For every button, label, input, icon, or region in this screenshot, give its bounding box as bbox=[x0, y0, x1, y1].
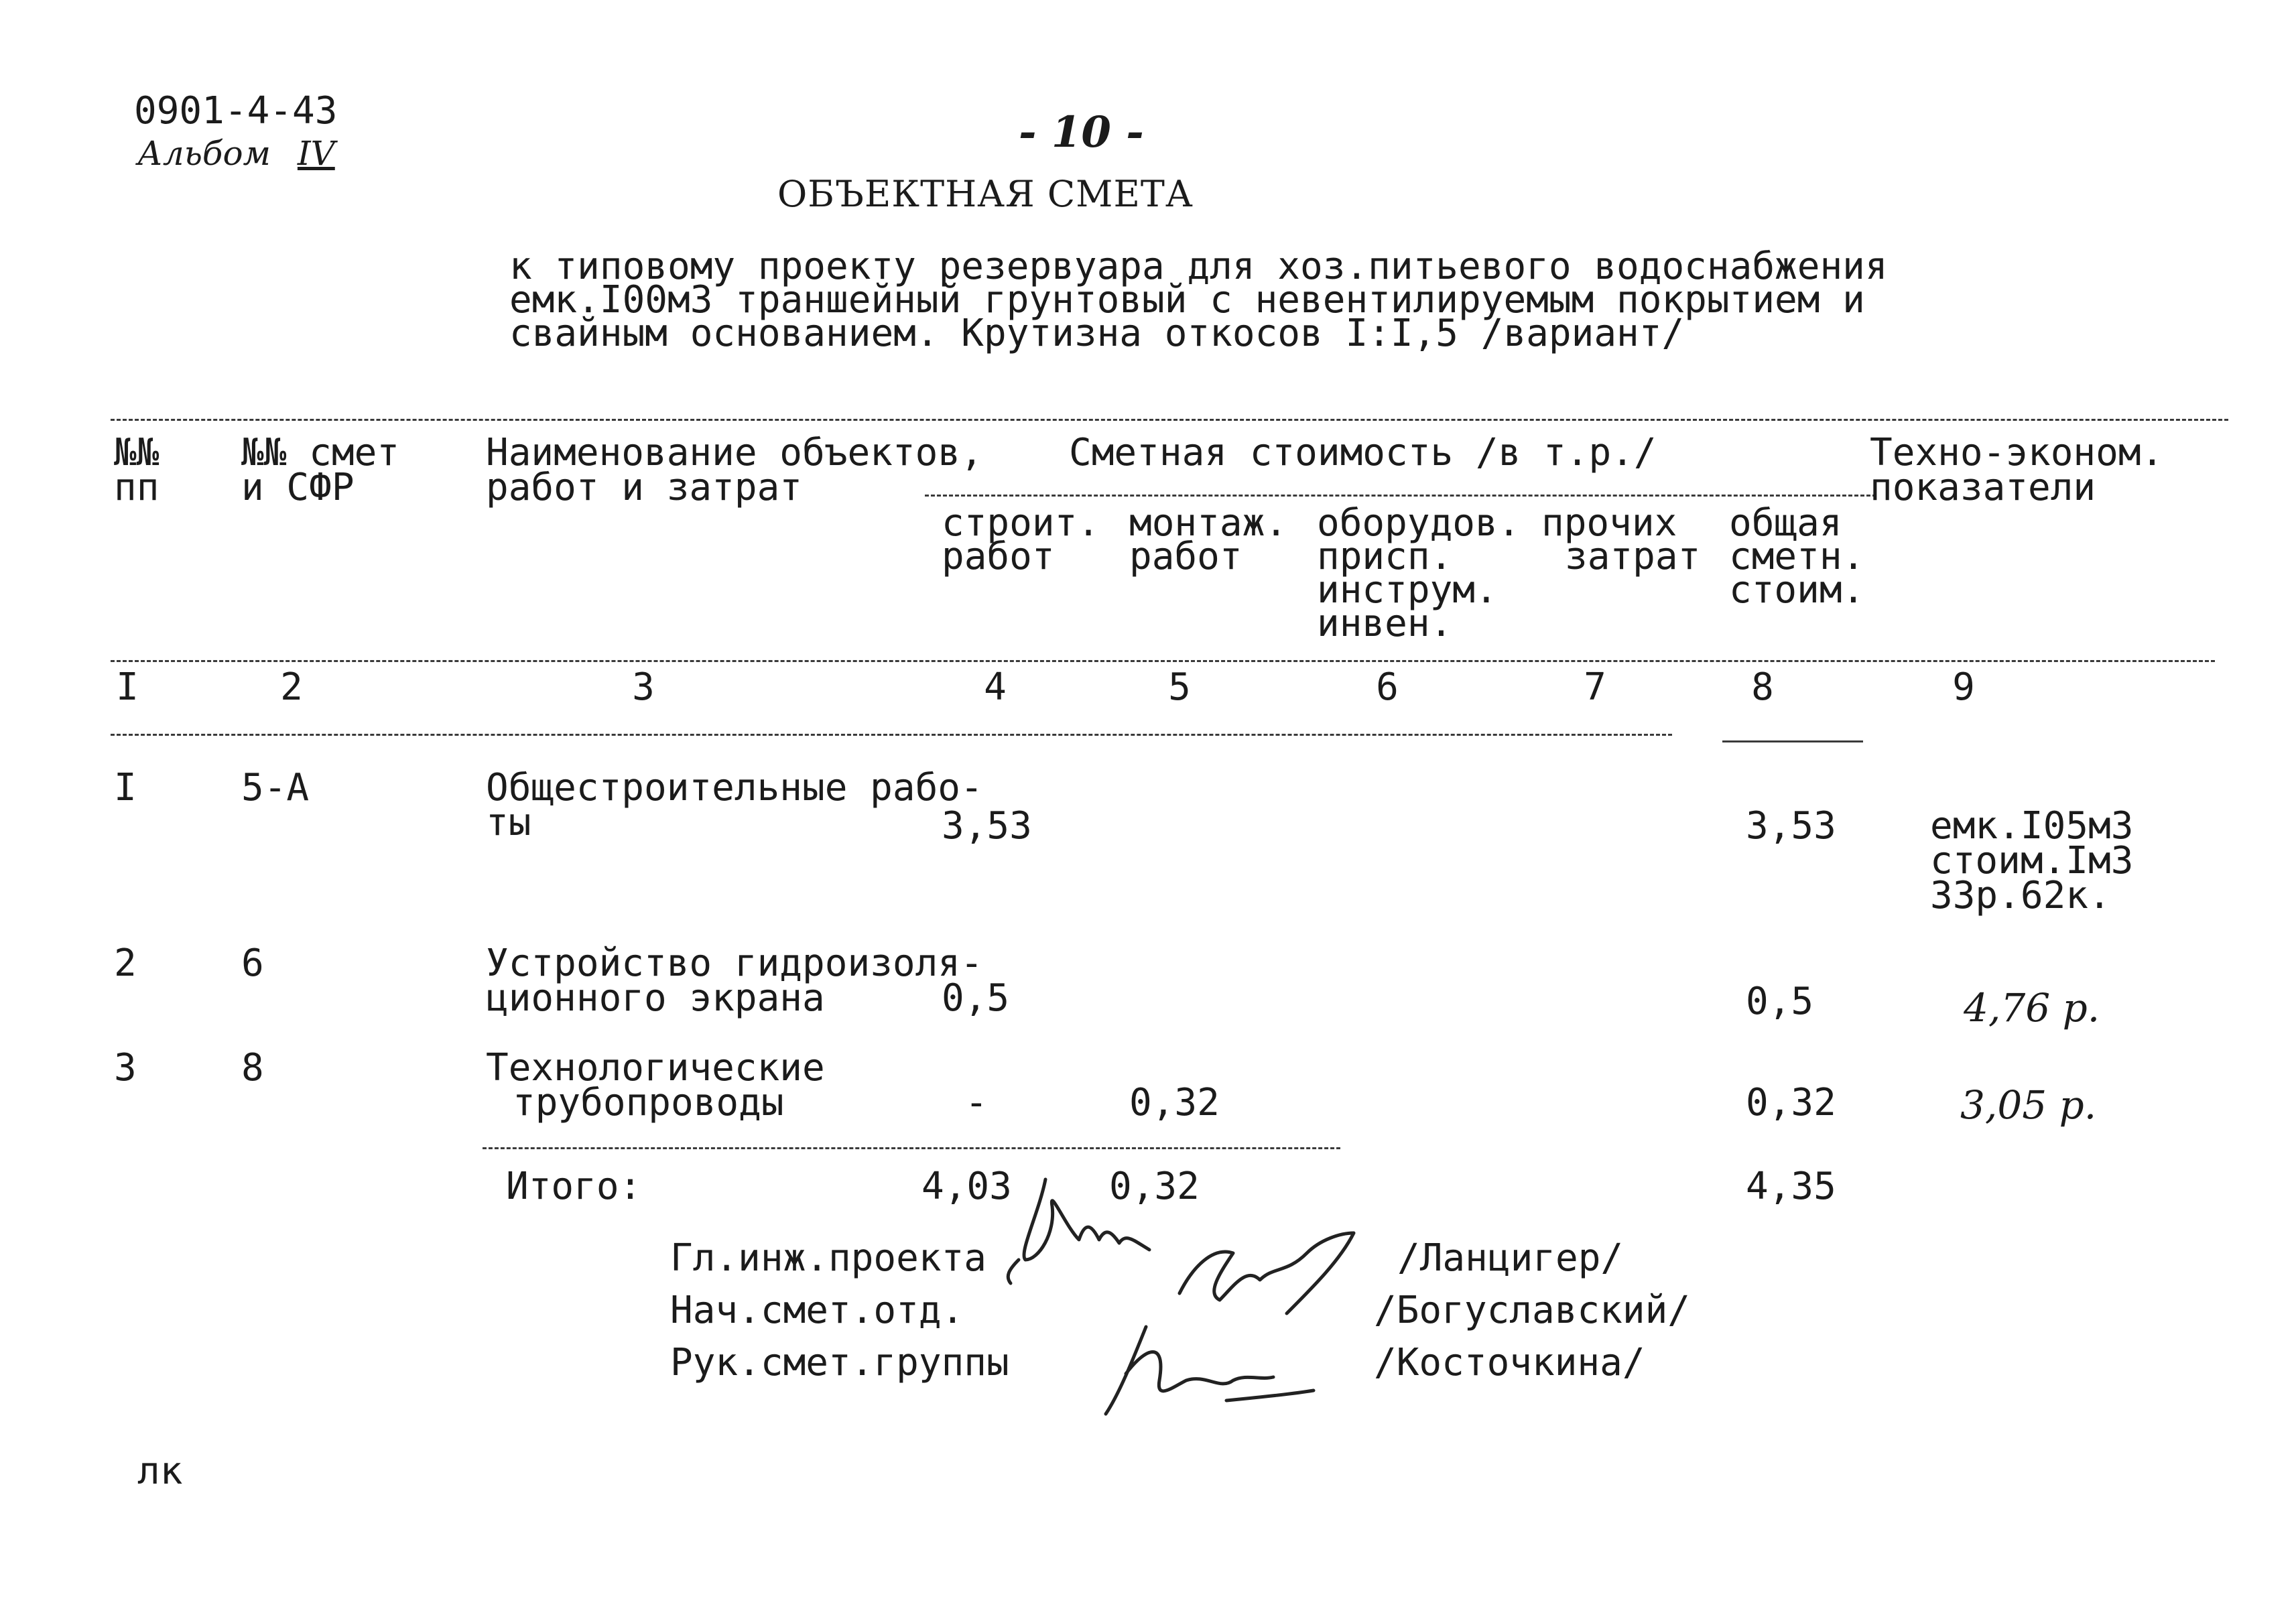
totals-label: Итого: bbox=[506, 1165, 642, 1208]
signature-name-3: /Косточкина/ bbox=[1374, 1341, 1645, 1384]
column-number-2: 2 bbox=[280, 665, 303, 709]
header-installation-1: монтаж. bbox=[1129, 501, 1288, 545]
row-3-estimate: 8 bbox=[241, 1046, 264, 1090]
row-3-name-2: трубопроводы bbox=[513, 1081, 784, 1124]
signature-role-1: Гл.инж.проекта bbox=[670, 1236, 987, 1280]
column-number-7: 7 bbox=[1584, 665, 1606, 709]
signature-kostochkina bbox=[1106, 1327, 1314, 1414]
row-2-name-2: ционного экрана bbox=[486, 976, 825, 1020]
row-3-installation: 0,32 bbox=[1129, 1081, 1220, 1124]
page-number: - 10 - bbox=[1019, 107, 1144, 157]
header-estimate-1: №№ смет bbox=[241, 431, 400, 474]
row-3-name-1: Технологические bbox=[486, 1046, 825, 1090]
signature-name-1: /Ланцигер/ bbox=[1397, 1236, 1624, 1280]
signature-boguslavsky bbox=[1179, 1233, 1354, 1313]
header-equipment-4: инвен. bbox=[1317, 602, 1453, 645]
document-code: 0901-4-43 bbox=[134, 89, 338, 133]
handwritten-signatures bbox=[992, 1159, 1407, 1427]
column-number-3: 3 bbox=[632, 665, 655, 709]
totals-rule bbox=[483, 1147, 1340, 1149]
row-1-estimate: 5-А bbox=[241, 766, 310, 809]
column-number-1: I bbox=[116, 665, 139, 709]
document-title: ОБЪЕКТНАЯ СМЕТА bbox=[777, 173, 1194, 215]
header-equipment-2: присп. bbox=[1317, 535, 1453, 578]
header-indicators-1: Техно-эконом. bbox=[1870, 431, 2164, 474]
row-1-num: I bbox=[114, 766, 137, 809]
total-column-rule bbox=[1722, 740, 1863, 742]
row-1-indicator-3: 33р.62к. bbox=[1930, 874, 2111, 917]
header-equipment-1: оборудов. bbox=[1317, 501, 1521, 545]
header-construction-1: строит. bbox=[942, 501, 1100, 545]
row-2-total: 0,5 bbox=[1746, 980, 1814, 1023]
signature-lantsiger-stroke bbox=[1008, 1260, 1019, 1283]
header-cost-group: Сметная стоимость /в т.р./ bbox=[1069, 431, 1657, 474]
header-total-3: стоим. bbox=[1729, 568, 1865, 612]
column-number-5: 5 bbox=[1168, 665, 1191, 709]
row-3-num: 3 bbox=[114, 1046, 137, 1090]
column-number-4: 4 bbox=[984, 665, 1007, 709]
subtitle-line-2: емк.I00м3 траншейный грунтовый с невентилируемым покрытием и bbox=[509, 278, 1865, 322]
row-1-indicator-1: емк.I05м3 bbox=[1930, 804, 2134, 848]
row-3-total: 0,32 bbox=[1746, 1081, 1836, 1124]
row-2-construction: 0,5 bbox=[942, 976, 1010, 1020]
row-1-indicator-2: стоим.Iм3 bbox=[1930, 839, 2134, 883]
row-2-indicator: 4,76 р. bbox=[1964, 985, 2100, 1031]
header-num-1: №№ bbox=[114, 431, 160, 474]
header-other-1: прочих bbox=[1541, 501, 1677, 545]
row-3-construction: - bbox=[965, 1081, 988, 1124]
header-name-2: работ и затрат bbox=[486, 466, 803, 509]
header-other-2: затрат bbox=[1565, 535, 1701, 578]
column-numbers-rule bbox=[111, 734, 1672, 736]
header-construction-2: работ bbox=[942, 535, 1055, 578]
album-word: Альбом bbox=[137, 134, 271, 173]
row-2-estimate: 6 bbox=[241, 942, 264, 985]
signature-role-3: Рук.смет.группы bbox=[670, 1341, 1009, 1384]
row-1-name-1: Общестроительные рабо- bbox=[486, 766, 983, 809]
footer-initials: лк bbox=[137, 1449, 183, 1493]
signature-lantsiger bbox=[1024, 1179, 1149, 1260]
header-estimate-2: и СФР bbox=[241, 466, 355, 509]
totals-total: 4,35 bbox=[1746, 1165, 1836, 1208]
row-1-total: 3,53 bbox=[1746, 804, 1836, 848]
header-num-2: пп bbox=[114, 466, 160, 509]
signature-name-2: /Богуславский/ bbox=[1374, 1289, 1691, 1332]
table-top-rule bbox=[111, 419, 2228, 421]
header-equipment-3: инструм. bbox=[1317, 568, 1498, 612]
row-2-num: 2 bbox=[114, 942, 137, 985]
cost-group-rule bbox=[925, 495, 1876, 497]
row-1-name-2: ты bbox=[486, 801, 531, 844]
header-total-1: общая bbox=[1729, 501, 1842, 545]
header-total-2: сметн. bbox=[1729, 535, 1865, 578]
signature-role-2: Нач.смет.отд. bbox=[670, 1289, 964, 1332]
column-number-9: 9 bbox=[1952, 665, 1975, 709]
column-number-6: 6 bbox=[1376, 665, 1399, 709]
album-number: IV bbox=[297, 134, 335, 173]
header-bottom-rule bbox=[111, 660, 2215, 662]
row-3-indicator: 3,05 р. bbox=[1960, 1082, 2097, 1128]
subtitle-line-1: к типовому проекту резервуара для хоз.питьевого водоснабжения bbox=[509, 245, 1888, 288]
header-installation-2: работ bbox=[1129, 535, 1242, 578]
totals-installation: 0,32 bbox=[1109, 1165, 1200, 1208]
header-name-1: Наименование объектов, bbox=[486, 431, 983, 474]
subtitle-line-3: свайным основанием. Крутизна откосов I:I,5 /вариант/ bbox=[509, 312, 1685, 355]
album-label bbox=[137, 134, 335, 173]
column-number-8: 8 bbox=[1751, 665, 1774, 709]
header-indicators-2: показатели bbox=[1870, 466, 2096, 509]
totals-construction: 4,03 bbox=[921, 1165, 1012, 1208]
row-1-construction: 3,53 bbox=[942, 804, 1032, 848]
row-2-name-1: Устройство гидроизоля- bbox=[486, 942, 983, 985]
